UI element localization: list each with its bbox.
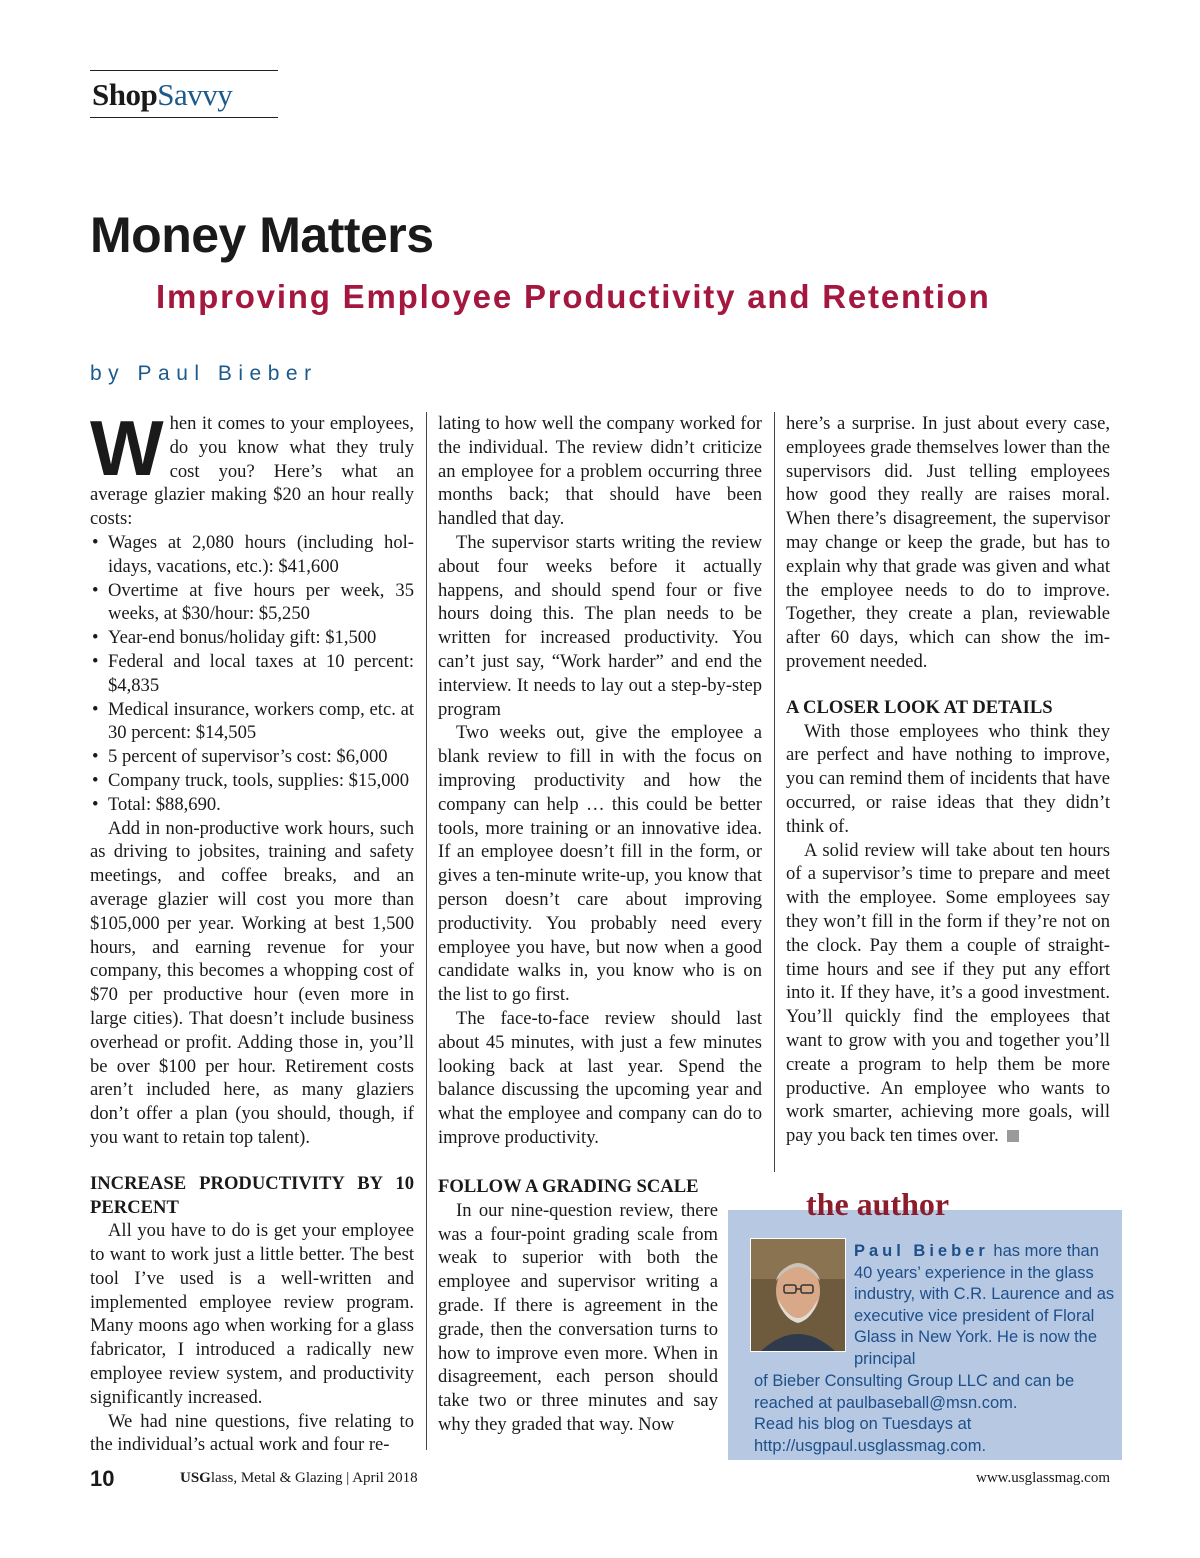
author-name: Paul Bieber (854, 1242, 989, 1260)
author-photo (750, 1238, 846, 1352)
column-2-lower (438, 1175, 718, 1437)
blog-link[interactable]: http://usgpaul.usglassmag.com. (754, 1436, 987, 1455)
list-item: • Total: $88,690. (92, 793, 221, 815)
body-paragraph: A solid review will take about ten hours of a supervisor’s time to prepare and meet with the employee. Some employees say they won’t fill in the form if they’re not on the clock. Pay them a couple of straight-time hours and see if they put any effort into it. If they have, it’s a good investment. You’ll quickly find the employees that want to grow with you and together you’ll create a program to help them be more productive. An employee who wants to work smarter, achieving more goals, will pay you back ten times over. (786, 839, 1110, 1147)
body-paragraph: Add in non-productive work hours, such as driving to jobsites, training and safety meetings, and coffee breaks, and an average glazier will cost you more than $105,000 per year. Working at best 1,500 hours, and earning revenue for your company, this becomes a whopping cost of $70 per productive hour (even more in large cities). That doesn’t include business overhead or profit. Adding those in, you’ll be over $100 per hour. Retirement costs aren’t included here, as many glaziers don’t offer a plan (you should, though, if you want to retain top talent). (90, 817, 414, 1148)
column-rule-2 (774, 412, 775, 1172)
publication-name: USGlass, Metal & Glazing | April 2018 (180, 1470, 418, 1486)
section-heading: INCREASE PRODUCTIVITY BY 10 PERCENT (90, 1172, 414, 1218)
body-paragraph: Two weeks out, give the employee a blank review to fill in with the focus on improving productivity and how the company can help … this could be better tools, more training or an innovative idea. If an employee doesn’t fill in the form, or gives a ten-minute write-up, you know that person doesn’t care about improving productivity. You probably need every employee you have, but now when a good candidate walks in, you know who is on the list to go first. (438, 722, 762, 1006)
section-heading: FOLLOW A GRADING SCALE (438, 1176, 699, 1197)
footer-url[interactable]: www.usglassmag.com (975, 1470, 1110, 1486)
body-paragraph: In our nine-question review, there was a four-point grading scale from weak to superior with both the employee and supervisor writing a grade. If there is agreement in the grade, then the conversation turns to how to improve even more. When in disagreement, each person should take two or three minutes and say why they graded that way. Now (438, 1199, 718, 1435)
body-paragraph: We had nine questions, five relating to the individual’s actual work and four re- (90, 1410, 414, 1456)
article-subtitle: Improving Employee Productivity and Retention (156, 278, 991, 315)
list-item: • Medical insurance, workers comp, etc. at 30 percent: $14,505 (92, 698, 414, 744)
list-item: • 5 percent of supervisor’s cost: $6,000 (92, 746, 388, 768)
author-bio-top: Paul Bieber has more than 40 years’ experience in the glass industry, with C.R. Laurence and as executive vice president of Floral Glass in New York. He is now the principal (854, 1242, 1115, 1368)
body-paragraph: lating to how well the company worked for the individual. The review didn’t criticize an employee for a problem occurring three months back; that should have been handled that day. (438, 413, 762, 530)
page-number: 10 (90, 1466, 115, 1491)
section-tag (90, 70, 278, 118)
list-item: • Overtime at five hours per week, 35 weeks, at $30/hour: $5,250 (92, 579, 414, 625)
author-bio-bottom: of Bieber Consulting Group LLC and can be reached at paulbaseball@msn.com. Read his blog on Tuesdays at http://usgpaul.usglassmag.com. (754, 1371, 1116, 1457)
article-title: Money Matters (90, 207, 434, 263)
drop-cap: W (90, 404, 164, 492)
byline: by Paul Bieber (90, 362, 318, 385)
cost-list (90, 531, 414, 817)
column-1 (90, 404, 414, 1457)
column-3 (786, 412, 1110, 1148)
list-item: • Federal and local taxes at 10 percent: $4,835 (92, 650, 414, 696)
section-heading: A CLOSER LOOK AT DETAILS (786, 696, 1053, 718)
list-item: • Wages at 2,080 hours (including holidays, vacations, etc.): $41,600 (92, 531, 414, 577)
end-mark-icon (1007, 1130, 1019, 1142)
section-tag-label: ShopSavvy (92, 77, 233, 112)
column-2 (438, 412, 762, 1150)
column-rule-1 (426, 412, 427, 1450)
list-item: • Year-end bonus/holiday gift: $1,500 (92, 627, 377, 649)
body-paragraph: here’s a surprise. In just about every case, employees grade themselves lower than the supervisors did. Just telling employees how good they really are raises moral. When there’s disagreement, the supervisor may change or keep the grade, but has to explain why that grade was given and what the employee needs to do to improve. Together, they create a plan, reviewable after 60 days, which can show the improvement needed. (786, 413, 1110, 672)
body-paragraph: The supervisor starts writing the review about four weeks before it actually happens, and should spend four or five hours doing this. The plan needs to be written for increased productivity. You can’t just say, “Work harder” and end the interview. It needs to lay out a step-by-step program (438, 531, 762, 720)
body-paragraph: All you have to do is get your employee to want to work just a little better. The best tool I’ve used is a well-written and implemented employee review program. Many moons ago when working for a glass fabricator, I introduced a radically new employee review system, and productivity significantly increased. (90, 1220, 414, 1408)
body-paragraph: The face-to-face review should last about 45 minutes, with just a few minutes looking back at last year. Spend the balance discussing the upcoming year and what the employee and company can do to improve productivity. (438, 1007, 762, 1148)
body-paragraph: With those employees who think they are perfect and have nothing to improve, you can remind them of incidents that have occurred, or raise ideas that they didn’t think of. (786, 720, 1110, 837)
intro-paragraph: When it comes to your employees, do you know what they truly cost you? Here’s what an average glazier making $20 an hour really costs: (90, 404, 414, 530)
list-item: • Company truck, tools, supplies: $15,000 (92, 769, 410, 791)
author-heading: the author (806, 1186, 950, 1222)
